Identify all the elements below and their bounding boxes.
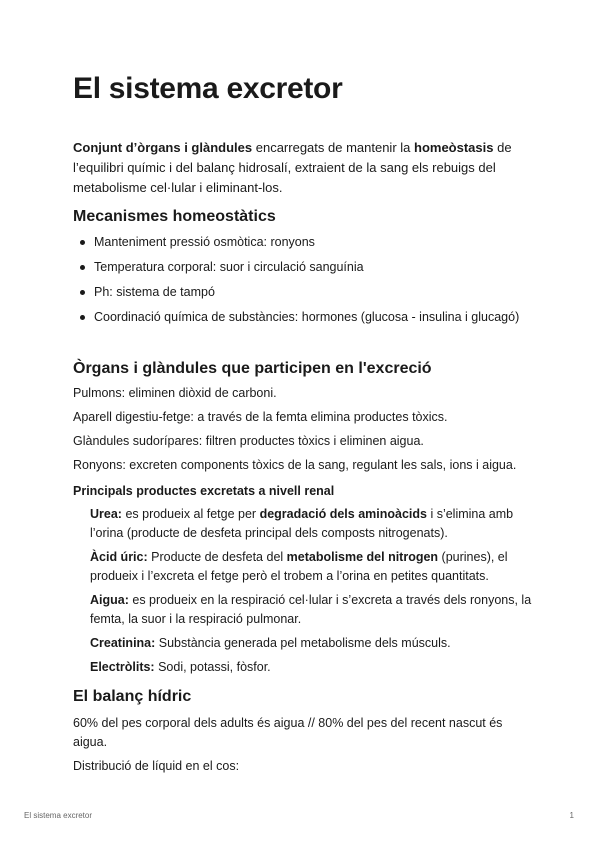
product-label: Urea: <box>90 507 122 521</box>
organ-paragraph: Ronyons: excreten components tòxics de la sang, regulant les sals, ions i aigua. <box>73 458 517 472</box>
product-uric-acid <box>90 548 535 586</box>
organs-section <box>73 384 533 480</box>
list-item <box>73 308 533 327</box>
heading-mechanisms: Mecanismes homeostàtics <box>73 208 276 225</box>
product-label: Electròlits: <box>90 660 155 674</box>
list-item-text: Manteniment pressió osmòtica: ronyons <box>94 235 315 249</box>
product-bold: degradació dels aminoàcids <box>259 507 427 521</box>
product-text: Producte de desfeta del <box>147 550 287 564</box>
list-item <box>73 283 533 302</box>
intro-text-1: encarregats de mantenir la <box>252 140 414 155</box>
heading-balance: El balanç hídric <box>73 688 192 705</box>
product-bold: metabolisme del nitrogen <box>286 550 439 564</box>
product-water <box>90 591 535 629</box>
intro-paragraph <box>73 138 533 198</box>
product-label: Aigua: <box>90 593 129 607</box>
balance-paragraph: 60% del pes corporal dels adults és aigua // 80% del pes del recent nascut és aigua. <box>73 716 503 749</box>
mechanisms-list <box>73 233 533 333</box>
product-urea <box>90 505 535 543</box>
list-item-text: Coordinació química de substàncies: hormones (glucosa - insulina i glucagó) <box>94 310 520 324</box>
organ-paragraph: Aparell digestiu-fetge: a través de la femta elimina productes tòxics. <box>73 410 448 424</box>
bullet-icon <box>80 265 85 270</box>
intro-text-2: de l’equilibri químic i del balanç hidrosalí, extraient de la sang els rebuigs del metabolisme cel·lular i eliminant-los. <box>73 140 512 195</box>
heading-organs: Òrgans i glàndules que participen en l'excreció <box>73 360 432 377</box>
footer-title: El sistema excretor <box>24 811 93 820</box>
organ-paragraph: Glàndules sudorípares: filtren productes tòxics i eliminen aigua. <box>73 434 424 448</box>
products-section <box>90 505 535 682</box>
intro-bold-2: homeòstasis <box>414 140 494 155</box>
product-label: Creatinina: <box>90 636 156 650</box>
heading-products: Principals productes excretats a nivell renal <box>73 484 335 498</box>
product-text: Substància generada pel metabolisme dels músculs. <box>155 636 451 650</box>
intro-bold-1: Conjunt d’òrgans i glàndules <box>73 140 253 155</box>
balance-section <box>73 714 533 781</box>
product-creatinine <box>90 634 535 653</box>
product-text: i s’elimina amb l’orina (producte de desfeta principal dels composts nitrogenats). <box>90 507 514 540</box>
list-item-text: Ph: sistema de tampó <box>94 285 215 299</box>
balance-paragraph: Distribució de líquid en el cos: <box>73 759 240 773</box>
product-text: (purines), el produeix i l’excreta el fetge però el trobem a l’orina en petites quantitats. <box>90 550 508 583</box>
product-electrolytes <box>90 658 535 677</box>
bullet-icon <box>80 240 85 245</box>
product-label: Àcid úric: <box>90 550 148 564</box>
bullet-icon <box>80 315 85 320</box>
product-text: es produeix en la respiració cel·lular i s’excreta a través dels ronyons, la femta, la suor i la respiració pulmonar. <box>90 593 532 626</box>
list-item <box>73 258 533 277</box>
list-item <box>73 233 533 252</box>
product-text: Sodi, potassi, fòsfor. <box>154 660 271 674</box>
page-title: El sistema excretor <box>73 72 343 105</box>
organ-paragraph: Pulmons: eliminen diòxid de carboni. <box>73 386 277 400</box>
footer-page-number: 1 <box>569 811 574 820</box>
list-item-text: Temperatura corporal: suor i circulació sanguínia <box>94 260 364 274</box>
product-text: es produeix al fetge per <box>121 507 260 521</box>
bullet-icon <box>80 290 85 295</box>
